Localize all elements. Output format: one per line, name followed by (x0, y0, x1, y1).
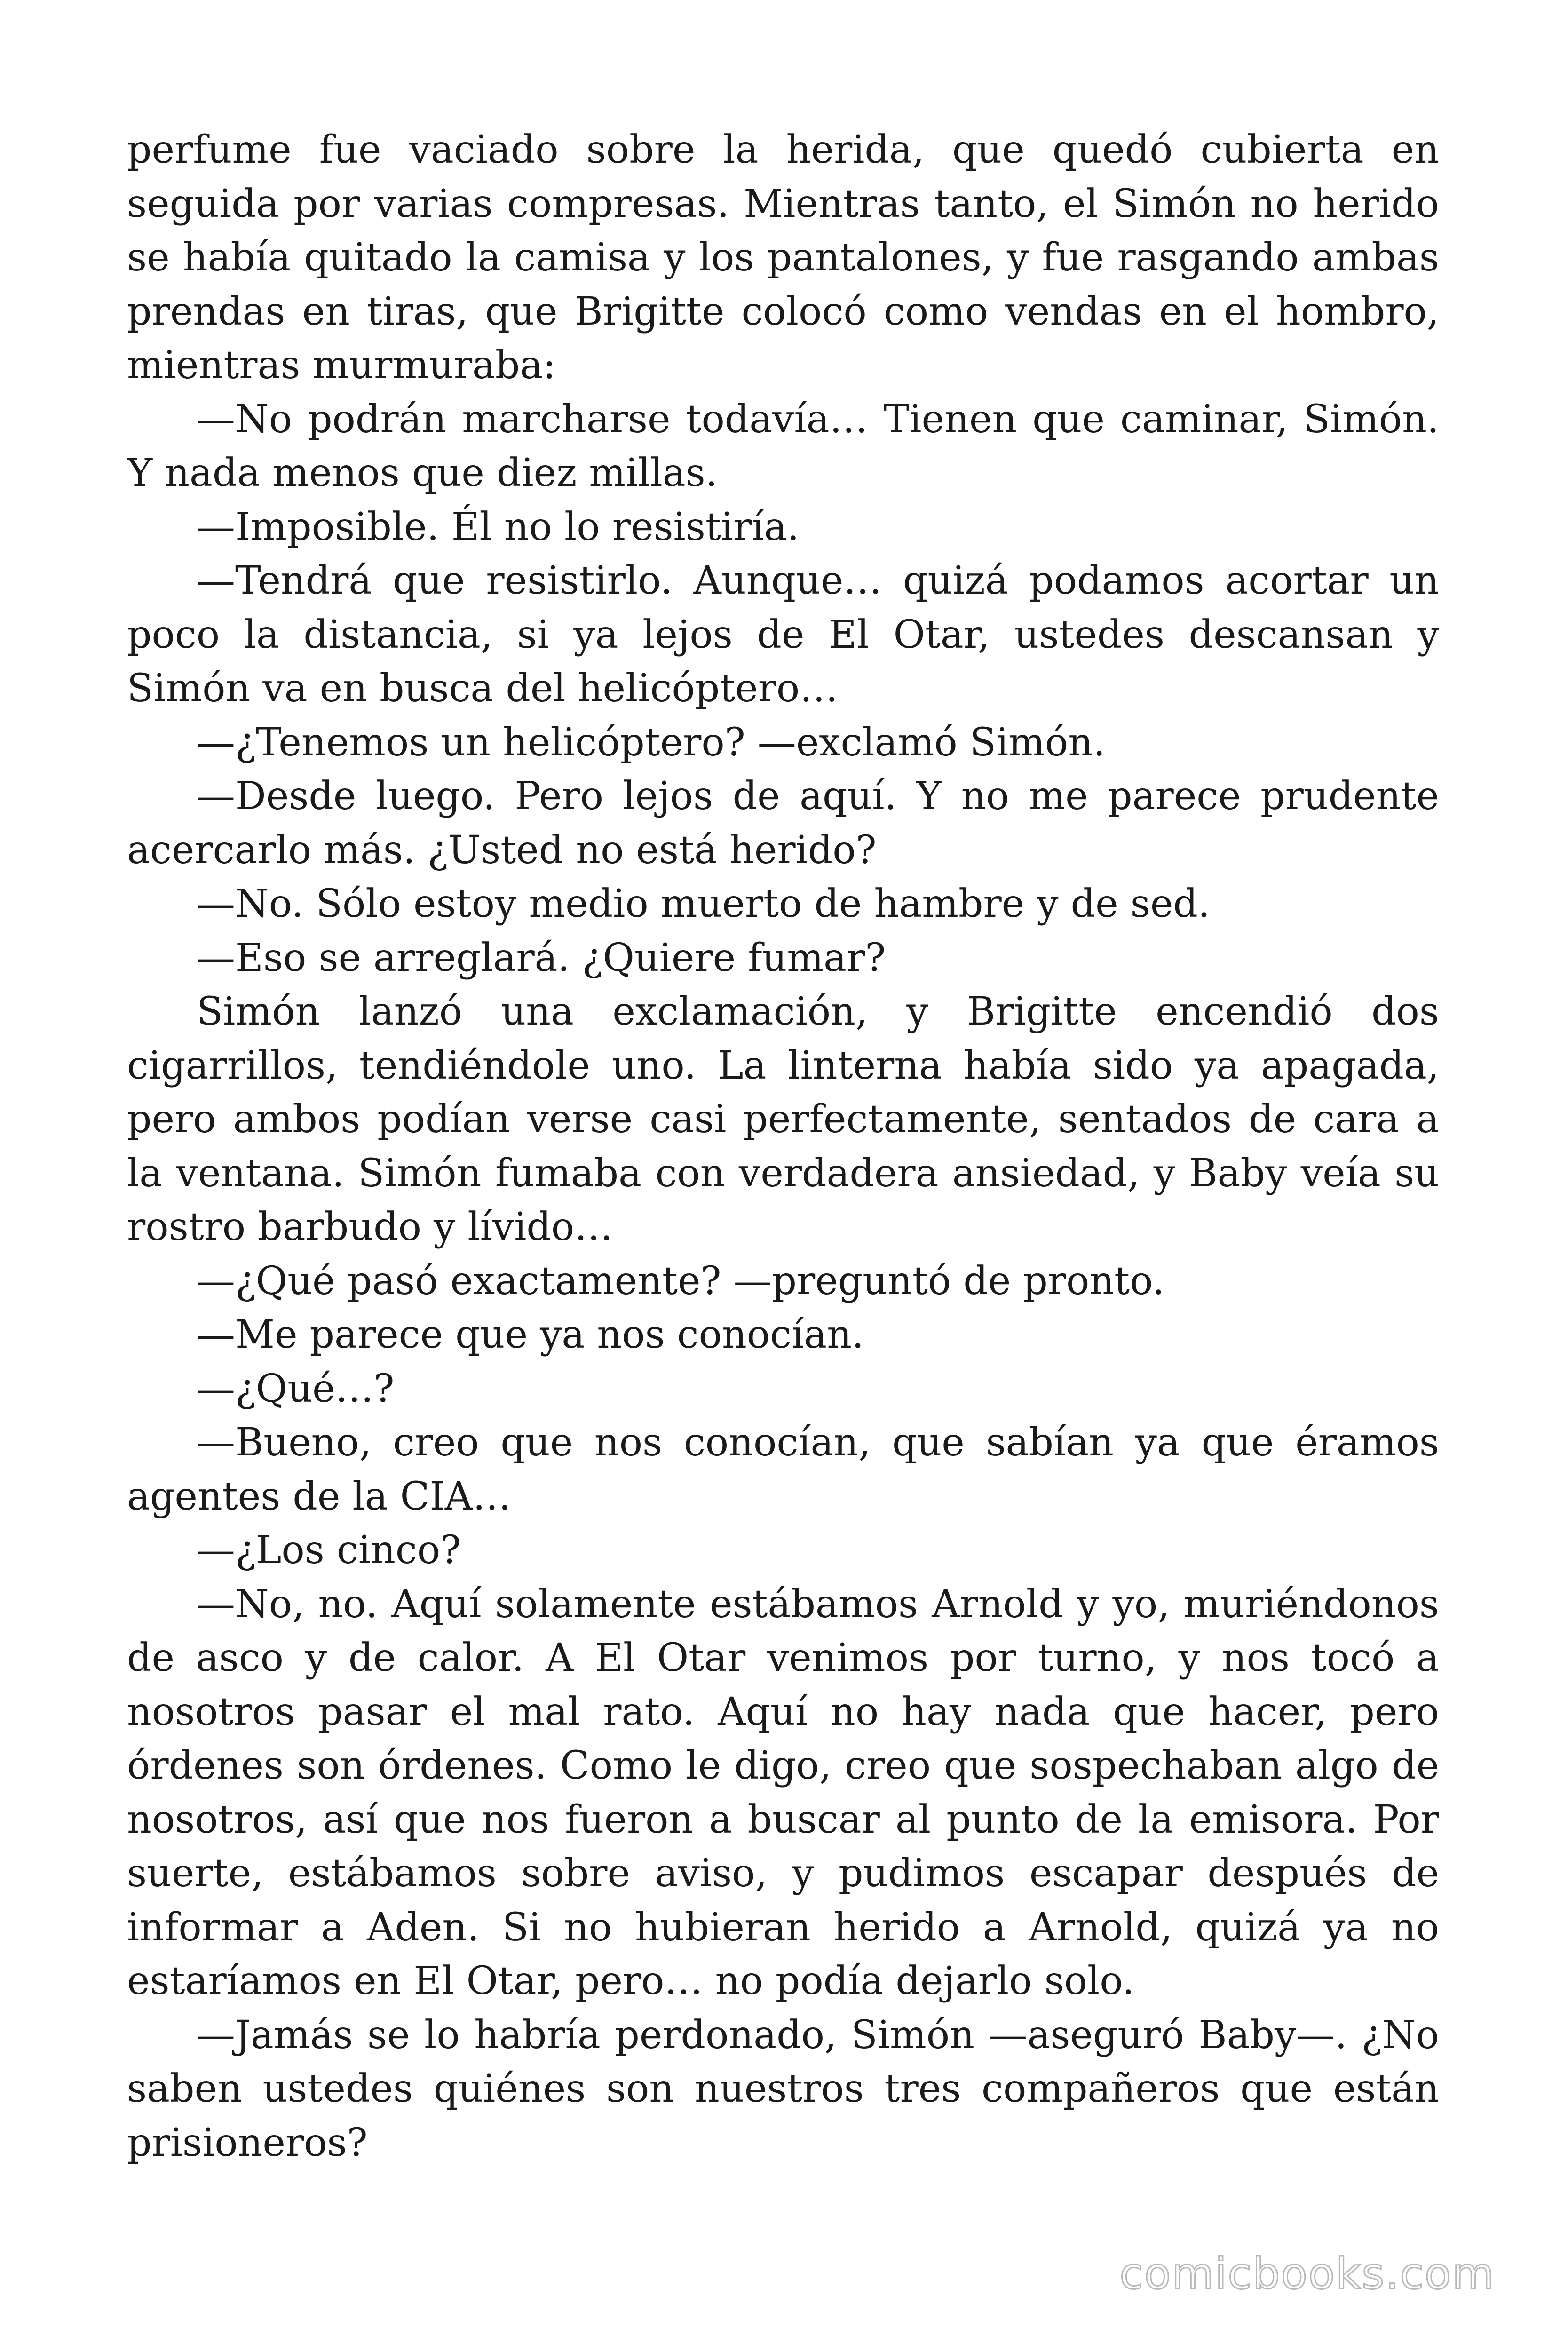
paragraph: —No. Sólo estoy medio muerto de hambre y de sed. (197, 882, 1210, 926)
paragraph: —Eso se arreglará. ¿Quiere fumar? (197, 935, 886, 980)
body-text (127, 123, 1439, 2170)
paragraph: —Me parece que ya nos conocían. (197, 1312, 864, 1357)
paragraph: —¿Los cinco? (197, 1528, 461, 1573)
paragraph: —Imposible. Él no lo resistiría. (197, 504, 800, 549)
paragraph: —Desde luego. Pero lejos de aquí. Y no me parece prudente acercarlo más. ¿Usted no está herido? (127, 774, 1439, 873)
paragraph: —Jamás se lo habría perdonado, Simón —aseguró Baby—. ¿No saben ustedes quiénes son nuestros tres compañeros que están prisioneros? (127, 2012, 1439, 2165)
paragraph: —No, no. Aquí solamente estábamos Arnold y yo, muriéndonos de asco y de calor. A El Otar venimos por turno, y nos tocó a nosotros pasar el mal rato. Aquí no hay nada que hacer, pero órdenes son órdenes. Como le digo, creo que sospechaban algo de nosotros, así que nos fueron a buscar al punto de la emisora. Por suerte, estábamos sobre aviso, y pudimos escapar después de informar a Aden. Si no hubieran herido a Arnold, quizá ya no estaríamos en El Otar, pero… no podía dejarlo solo. (127, 1581, 1439, 2003)
paragraph: Simón lanzó una exclamación, y Brigitte encendió dos cigarrillos, tendiéndole uno. La linterna había sido ya apagada, pero ambos podían verse casi perfectamente, sentados de cara a la ventana. Simón fumaba con verdadera ansiedad, y Baby veía su rostro barbudo y lívido… (127, 989, 1439, 1249)
paragraph: —¿Qué…? (197, 1366, 395, 1411)
paragraph: —¿Qué pasó exactamente? —preguntó de pronto. (197, 1258, 1165, 1303)
paragraph: perfume fue vaciado sobre la herida, que quedó cubierta en seguida por varias compresas. Mientras tanto, el Simón no herido se había quitado la camisa y los pantalones, y fue rasgando ambas prendas en tiras, que Brigitte colocó como vendas en el hombro, mientras murmuraba: (127, 127, 1439, 388)
paragraph: —Tendrá que resistirlo. Aunque… quizá podamos acortar un poco la distancia, si ya lejos de El Otar, ustedes descansan y Simón va en busca del helicóptero… (127, 558, 1439, 711)
watermark: comicbooks.com (1119, 2249, 1495, 2299)
paragraph: —Bueno, creo que nos conocían, que sabían ya que éramos agentes de la CIA… (127, 1420, 1439, 1519)
paragraph: —¿Tenemos un helicóptero? —exclamó Simón. (197, 720, 1106, 765)
paragraph: —No podrán marcharse todavía… Tienen que caminar, Simón. Y nada menos que diez millas. (127, 397, 1439, 495)
